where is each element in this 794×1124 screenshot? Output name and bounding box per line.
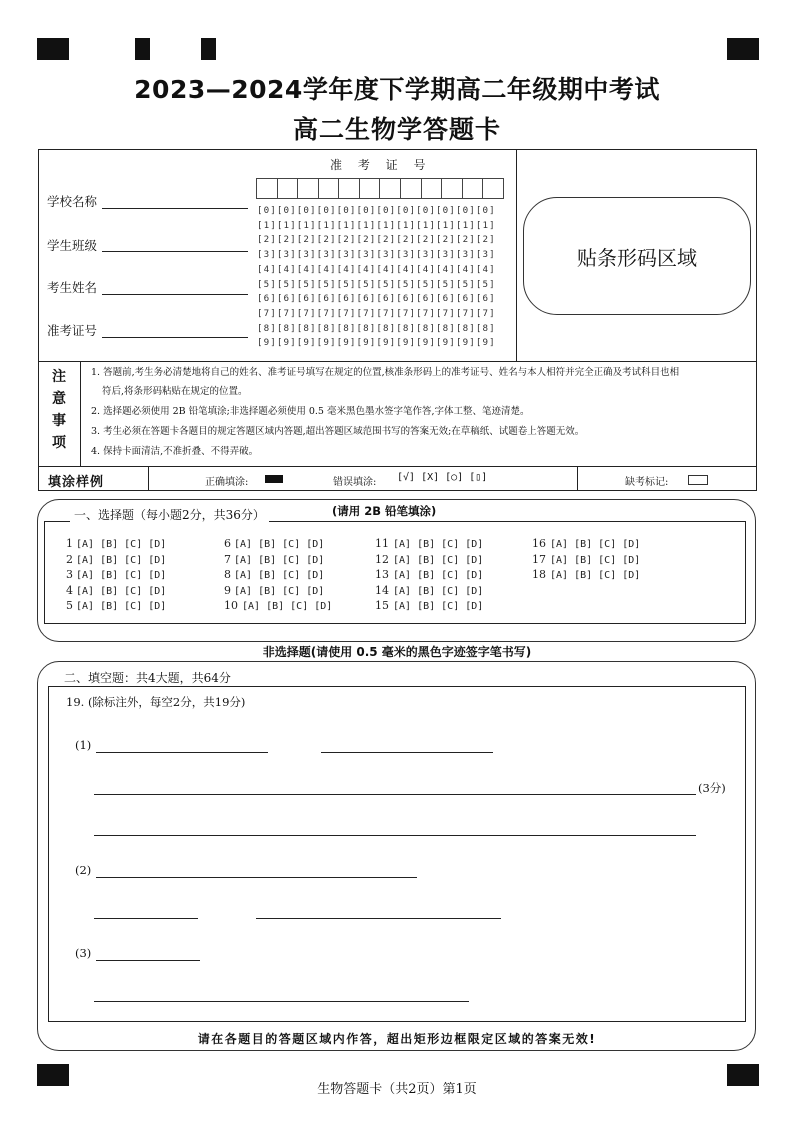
exam-id-digit-row[interactable]: [8][8][8][8][8][8][8][8][8][8][8][8] (257, 322, 496, 334)
exam-id-digit-row[interactable]: [6][6][6][6][6][6][6][6][6][6][6][6] (257, 293, 496, 305)
card-subtitle: 高二生物学答题卡 (292, 115, 501, 144)
registration-mark-top-2 (201, 38, 216, 60)
exam-id-digit-row[interactable]: [5][5][5][5][5][5][5][5][5][5][5][5] (257, 278, 496, 290)
notice-item-1b: 符后,将条形码粘贴在规定的位置。 (102, 386, 248, 397)
mc-options[interactable]: [A] [B] [C] [D] (393, 539, 484, 550)
mc-question-row[interactable] (66, 599, 166, 612)
barcode-area (523, 197, 751, 315)
mc-options[interactable]: [A] [B] [C] [D] (393, 570, 484, 581)
absent-mark-label: 缺考标记: (625, 477, 669, 488)
mc-question-row[interactable] (66, 584, 166, 597)
mc-question-number: 6 (224, 537, 231, 550)
school-input[interactable] (102, 208, 248, 209)
exam-id-label: 准考证号 (47, 323, 98, 338)
mc-options[interactable]: [A] [B] [C] [D] (76, 539, 167, 550)
name-input[interactable] (102, 294, 248, 295)
notice-item-4: 4. 保持卡面清洁,不准折叠、不得弄破。 (91, 446, 259, 457)
exam-id-input[interactable] (102, 337, 248, 338)
answer-blank-1d[interactable] (94, 835, 696, 836)
page-footer: 生物答题卡（共2页）第1页 (317, 1082, 477, 1097)
mc-options[interactable]: [A] [B] [C] [D] (550, 570, 641, 581)
mc-question-row[interactable] (66, 537, 166, 550)
score-3pts: (3分) (698, 781, 726, 795)
mc-options[interactable]: [A] [B] [C] [D] (550, 554, 641, 566)
exam-id-header: 准 考 证 号 (330, 158, 432, 172)
answer-blank-2a[interactable] (96, 877, 417, 878)
mc-question-number: 14 (375, 583, 389, 597)
nonmc-note: 非选择题(请使用 0.5 毫米的黑色字迹签字笔书写) (262, 645, 532, 659)
mc-options[interactable]: [A] [B] [C] [D] (242, 601, 333, 612)
exam-id-digit-row[interactable]: [1][1][1][1][1][1][1][1][1][1][1][1] (257, 219, 496, 231)
part1-label: (1) (75, 738, 92, 752)
mc-question-number: 18 (532, 568, 546, 581)
exam-id-boxes[interactable] (256, 178, 504, 199)
exam-id-digit-row[interactable]: [0][0][0][0][0][0][0][0][0][0][0][0] (257, 205, 496, 216)
answer-blank-3b[interactable] (94, 1001, 469, 1002)
mc-question-number: 5 (66, 599, 73, 612)
mc-question-number: 7 (224, 552, 231, 566)
mc-note: (请用 2B 铅笔填涂) (332, 504, 437, 518)
mc-question-row[interactable] (224, 584, 324, 597)
mc-question-number: 11 (375, 537, 389, 550)
mc-question-number: 4 (66, 583, 73, 597)
mc-options[interactable]: [A] [B] [C] [D] (76, 554, 167, 566)
mc-question-row[interactable] (224, 553, 324, 566)
mc-question-number: 9 (224, 583, 231, 597)
registration-mark-top-1 (135, 38, 150, 60)
mc-question-row[interactable] (375, 553, 483, 566)
mc-options[interactable]: [A] [B] [C] [D] (234, 554, 325, 566)
registration-mark-top-right (727, 38, 759, 60)
exam-id-digit-row[interactable]: [4][4][4][4][4][4][4][4][4][4][4][4] (257, 263, 496, 275)
mc-question-row[interactable] (532, 537, 640, 550)
mc-options[interactable]: [A] [B] [C] [D] (234, 570, 325, 581)
name-label: 考生姓名 (47, 280, 98, 295)
q19-answer-frame (48, 686, 746, 1022)
class-label: 学生班级 (47, 238, 98, 253)
mc-options[interactable]: [A] [B] [C] [D] (76, 585, 167, 597)
answer-blank-1a[interactable] (96, 752, 268, 753)
mc-question-row[interactable] (66, 568, 166, 581)
mc-question-number: 2 (66, 552, 73, 566)
correct-fill-label: 正确填涂: (205, 477, 249, 488)
mc-question-row[interactable] (532, 553, 640, 566)
exam-title: 2023—2024学年度下学期高二年级期中考试 (134, 75, 660, 104)
mc-question-number: 1 (66, 537, 73, 550)
mc-question-row[interactable] (224, 537, 324, 550)
notice-title: 注 意 事 项 (52, 369, 66, 451)
mc-title: 一、选择题（每小题2分，共36分） (70, 506, 269, 523)
answer-blank-1b[interactable] (321, 752, 493, 753)
wrong-fill-label: 错误填涂: (333, 477, 377, 488)
mc-options[interactable]: [A] [B] [C] [D] (393, 554, 484, 566)
correct-fill-sample (265, 475, 283, 483)
mc-question-number: 8 (224, 568, 231, 581)
answer-blank-2b[interactable] (94, 918, 198, 919)
part2-label: (2) (75, 863, 92, 877)
mc-options[interactable]: [A] [B] [C] [D] (76, 570, 167, 581)
answer-area-warning: 请在各题目的答题区域内作答，超出矩形边框限定区域的答案无效! (197, 1032, 597, 1046)
mc-question-row[interactable] (224, 599, 332, 612)
class-input[interactable] (102, 251, 248, 252)
mc-options[interactable]: [A] [B] [C] [D] (76, 601, 167, 612)
notice-item-3: 3. 考生必须在答题卡各题目的规定答题区域内答题,超出答题区域范围书写的答案无效;在草稿纸、试题卷上答题无效。 (91, 426, 585, 437)
absent-mark-box[interactable] (688, 475, 708, 485)
mc-question-row[interactable] (375, 599, 483, 612)
mc-question-row[interactable] (375, 537, 483, 550)
mc-options[interactable]: [A] [B] [C] [D] (393, 601, 484, 612)
mc-options[interactable]: [A] [B] [C] [D] (234, 539, 325, 550)
mc-question-row[interactable] (66, 553, 166, 566)
mc-question-row[interactable] (532, 568, 640, 581)
barcode-label: 贴条形码区域 (577, 245, 697, 270)
exam-id-digit-row[interactable]: [7][7][7][7][7][7][7][7][7][7][7][7] (257, 307, 496, 319)
mc-question-number: 13 (375, 568, 389, 581)
mc-question-number: 15 (375, 599, 389, 612)
mc-question-number: 12 (375, 552, 389, 566)
mc-question-number: 17 (532, 552, 546, 566)
notice-item-1: 1. 答题前,考生务必清楚地将自己的姓名、准考证号填写在规定的位置,核准条形码上的准考证号、姓名与本人相符并完全正确及考试科目也相 (91, 367, 680, 378)
exam-id-digit-row[interactable]: [3][3][3][3][3][3][3][3][3][3][3][3] (257, 249, 496, 261)
mc-options[interactable]: [A] [B] [C] [D] (550, 539, 641, 550)
mc-options[interactable]: [A] [B] [C] [D] (234, 585, 325, 597)
school-label: 学校名称 (47, 194, 98, 209)
mc-question-number: 16 (532, 537, 546, 550)
mc-question-row[interactable] (375, 568, 483, 581)
answer-blank-2c[interactable] (256, 918, 501, 919)
answer-blank-1c[interactable] (94, 794, 696, 795)
registration-mark-top-left (37, 38, 69, 60)
wrong-fill-samples: [√] [X] [○] [▯] (397, 472, 488, 483)
mc-question-number: 3 (66, 568, 73, 581)
mc-question-row[interactable] (375, 584, 483, 597)
fillin-title: 二、填空题：共4大题，共64分 (64, 671, 231, 685)
fill-sample-label: 填涂样例 (48, 475, 105, 490)
exam-id-digit-row[interactable]: [9][9][9][9][9][9][9][9][9][9][9][9] (257, 337, 496, 349)
part3-label: (3) (75, 946, 92, 960)
exam-id-digit-row[interactable]: [2][2][2][2][2][2][2][2][2][2][2][2] (257, 234, 496, 246)
notice-item-2: 2. 选择题必须使用 2B 铅笔填涂;非选择题必须使用 0.5 毫米黑色墨水签字笔作答,字体工整、笔迹清楚。 (91, 406, 530, 417)
answer-blank-3a[interactable] (96, 960, 200, 961)
q19-title: 19. (除标注外，每空2分，共19分) (66, 695, 246, 709)
mc-question-number: 10 (224, 599, 238, 612)
mc-question-row[interactable] (224, 568, 324, 581)
mc-options[interactable]: [A] [B] [C] [D] (393, 585, 484, 597)
